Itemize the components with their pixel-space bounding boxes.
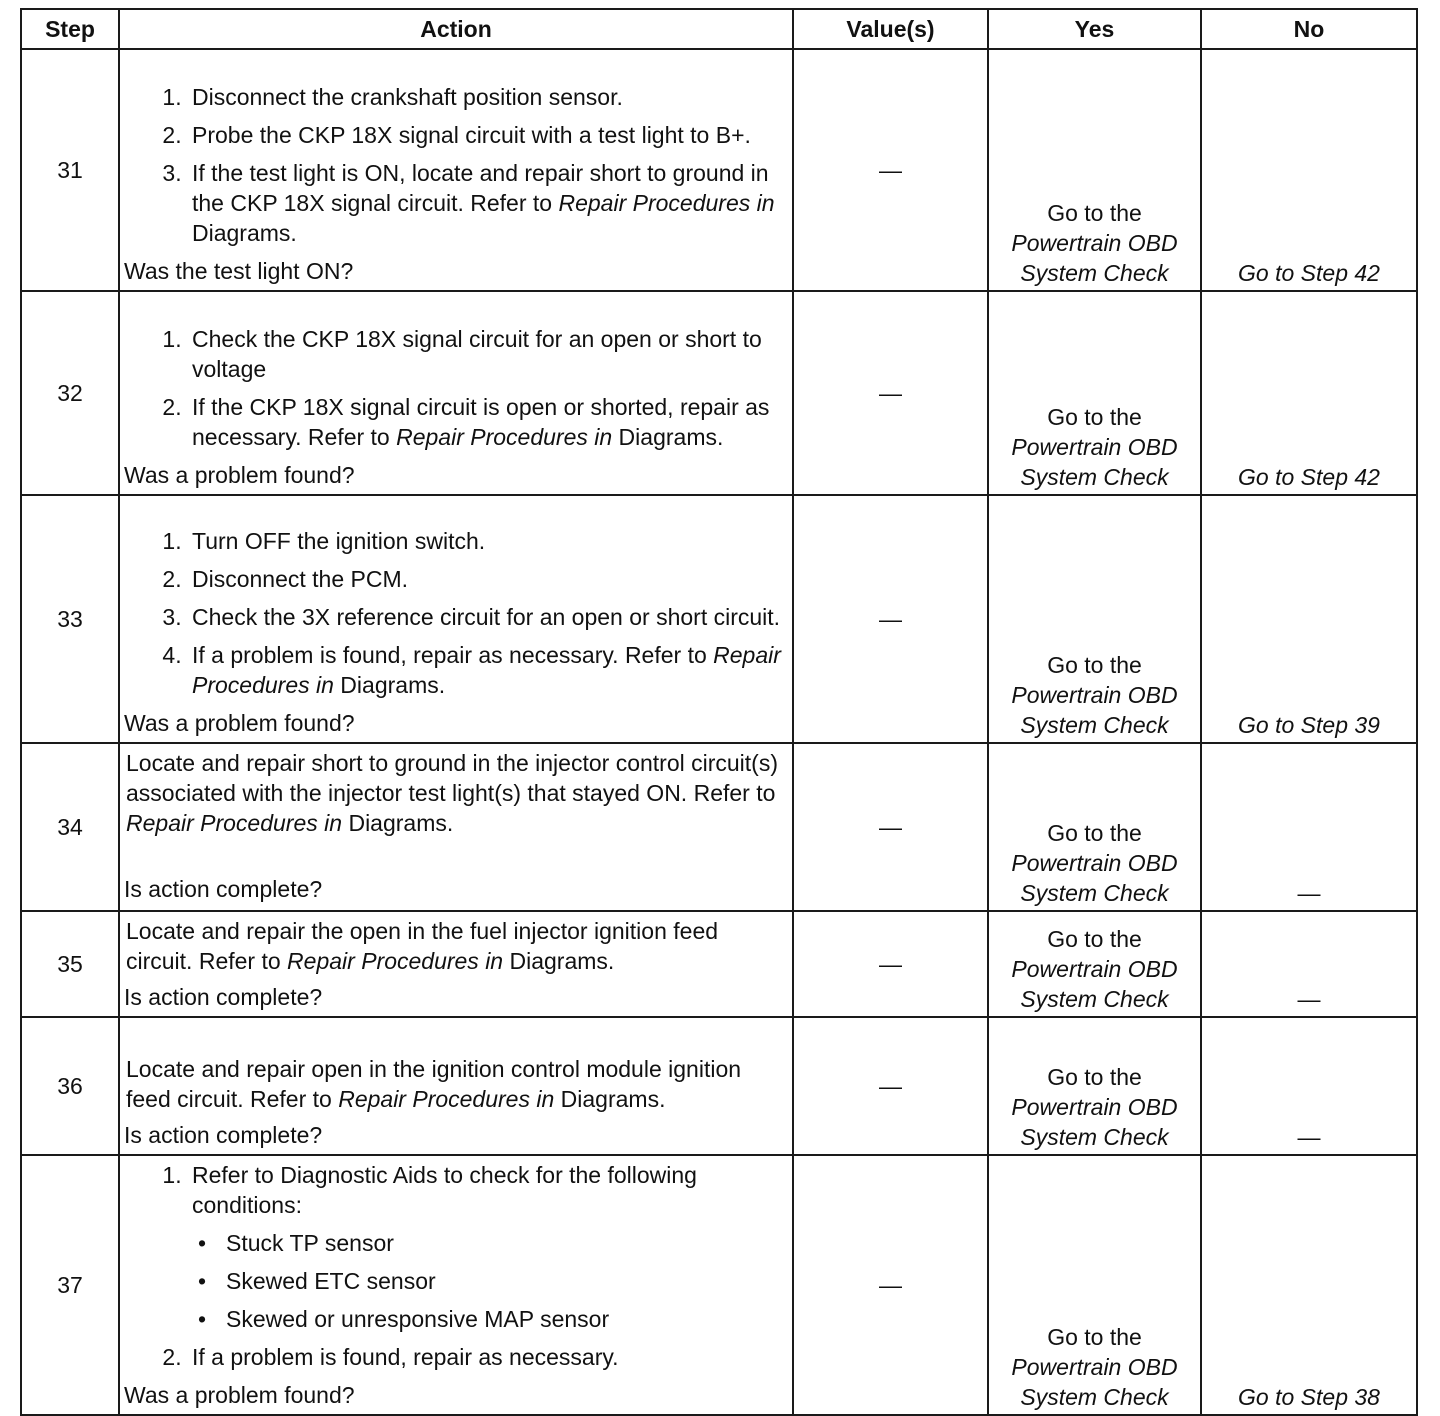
action-emphasis: Repair Procedures in <box>338 1086 555 1112</box>
yes-line: Go to the <box>1047 1064 1142 1090</box>
header-action: Action <box>119 9 793 49</box>
step-number: 33 <box>21 495 119 743</box>
table-row-step-36 <box>21 1017 1417 1155</box>
yes-link: System Check <box>1020 712 1169 738</box>
no-cell: Go to Step 38 <box>1201 1155 1417 1415</box>
action-paragraph <box>126 748 786 838</box>
step-number: 37 <box>21 1155 119 1415</box>
table-row-step-34 <box>21 743 1417 911</box>
action-text: Diagrams. <box>342 810 454 836</box>
table-row-step-31 <box>21 49 1417 291</box>
action-cell <box>119 495 793 743</box>
action-emphasis: Repair Procedures in <box>558 190 775 216</box>
action-paragraph <box>126 916 786 976</box>
action-steps <box>126 526 786 700</box>
yes-line: Go to the <box>1047 404 1142 430</box>
action-item: 1. Turn OFF the ignition switch. <box>188 526 786 556</box>
action-item: 1. Disconnect the crankshaft position sensor. <box>188 82 786 112</box>
action-emphasis: Repair Procedures in <box>396 424 613 450</box>
action-cell <box>119 743 793 911</box>
yes-cell <box>988 1017 1201 1155</box>
yes-cell <box>988 291 1201 495</box>
step-number: 32 <box>21 291 119 495</box>
action-question: Was a problem found? <box>124 462 355 488</box>
yes-line: Go to the <box>1047 200 1142 226</box>
action-question: Is action complete? <box>124 876 323 902</box>
table-row-step-33 <box>21 495 1417 743</box>
action-question: Was the test light ON? <box>124 258 354 284</box>
action-steps <box>126 82 786 248</box>
yes-cell <box>988 911 1201 1017</box>
action-question: Is action complete? <box>124 1122 323 1148</box>
value-cell: — <box>793 495 988 743</box>
action-text: Refer to Diagnostic Aids to check for the following conditions: <box>192 1162 697 1218</box>
action-item <box>188 1160 786 1334</box>
yes-link: Powertrain OBD <box>1011 850 1178 876</box>
yes-link: Powertrain OBD <box>1011 682 1178 708</box>
yes-link: System Check <box>1020 1124 1169 1150</box>
action-emphasis: Repair Procedures in <box>126 810 343 836</box>
action-text: Diagrams. <box>554 1086 666 1112</box>
action-cell <box>119 291 793 495</box>
action-emphasis: Repair Procedures in <box>192 642 781 698</box>
action-text: Locate and repair short to ground in the injector control circuit(s) associated with the injector test light(s) that stayed ON. Refer to <box>126 750 778 806</box>
action-item: 2. Disconnect the PCM. <box>188 564 786 594</box>
yes-link: Powertrain OBD <box>1011 1354 1178 1380</box>
no-cell: — <box>1201 1017 1417 1155</box>
yes-link: Powertrain OBD <box>1011 434 1178 460</box>
step-number: 35 <box>21 911 119 1017</box>
table-row-step-32 <box>21 291 1417 495</box>
step-number: 36 <box>21 1017 119 1155</box>
yes-cell <box>988 49 1201 291</box>
action-text: Locate and repair the open in the fuel injector ignition feed circuit. Refer to <box>126 918 719 974</box>
action-steps <box>126 1160 786 1372</box>
yes-cell <box>988 1155 1201 1415</box>
action-text: Diagrams. <box>333 672 446 698</box>
condition-item: • Skewed or unresponsive MAP sensor <box>226 1304 786 1334</box>
no-cell: — <box>1201 743 1417 911</box>
no-cell: Go to Step 42 <box>1201 49 1417 291</box>
value-cell: — <box>793 49 988 291</box>
yes-line: Go to the <box>1047 926 1142 952</box>
action-cell <box>119 1155 793 1415</box>
no-cell: Go to Step 42 <box>1201 291 1417 495</box>
step-number: 31 <box>21 49 119 291</box>
header-values: Value(s) <box>793 9 988 49</box>
yes-link: Powertrain OBD <box>1011 1094 1178 1120</box>
action-question: Was a problem found? <box>124 710 355 736</box>
no-cell: — <box>1201 911 1417 1017</box>
yes-link: System Check <box>1020 1384 1169 1410</box>
condition-item: • Skewed ETC sensor <box>226 1266 786 1296</box>
action-steps <box>126 324 786 452</box>
condition-list <box>192 1228 786 1334</box>
yes-line: Go to the <box>1047 1324 1142 1350</box>
condition-item: • Stuck TP sensor <box>226 1228 786 1258</box>
action-question: Is action complete? <box>124 984 323 1010</box>
value-cell: — <box>793 1017 988 1155</box>
action-question: Was a problem found? <box>124 1382 355 1408</box>
action-item: 3. Check the 3X reference circuit for an open or short circuit. <box>188 602 786 632</box>
diagnostic-table <box>20 8 1418 1416</box>
no-cell: Go to Step 39 <box>1201 495 1417 743</box>
header-no: No <box>1201 9 1417 49</box>
action-cell <box>119 911 793 1017</box>
action-emphasis: Repair Procedures in <box>287 948 504 974</box>
action-text: Diagrams. <box>503 948 615 974</box>
action-text: Locate and repair open in the ignition control module ignition feed circuit. Refer to <box>126 1056 742 1112</box>
action-cell <box>119 49 793 291</box>
yes-link: System Check <box>1020 464 1169 490</box>
action-text: Diagrams. <box>192 220 297 246</box>
yes-cell <box>988 495 1201 743</box>
action-text: If the CKP 18X signal circuit is open or shorted, repair as necessary. Refer to <box>192 394 770 450</box>
spacer <box>126 838 786 874</box>
yes-link: Powertrain OBD <box>1011 956 1178 982</box>
action-item <box>188 392 786 452</box>
action-text: If the test light is ON, locate and repair short to ground in the CKP 18X signal circuit. Refer to <box>192 160 769 216</box>
action-item: 2. If a problem is found, repair as necessary. <box>188 1342 786 1372</box>
step-number: 34 <box>21 743 119 911</box>
yes-link: System Check <box>1020 260 1169 286</box>
action-text: If a problem is found, repair as necessary. Refer to <box>192 642 714 668</box>
action-item <box>188 158 786 248</box>
yes-link: System Check <box>1020 880 1169 906</box>
action-item <box>188 640 786 700</box>
header-step: Step <box>21 9 119 49</box>
action-item: 1. Check the CKP 18X signal circuit for an open or short to voltage <box>188 324 786 384</box>
yes-line: Go to the <box>1047 652 1142 678</box>
action-cell <box>119 1017 793 1155</box>
action-text: Diagrams. <box>612 424 724 450</box>
action-paragraph <box>126 1054 786 1114</box>
header-row <box>21 9 1417 49</box>
header-yes: Yes <box>988 9 1201 49</box>
table-row-step-35 <box>21 911 1417 1017</box>
yes-link: Powertrain OBD <box>1011 230 1178 256</box>
value-cell: — <box>793 911 988 1017</box>
value-cell: — <box>793 743 988 911</box>
value-cell: — <box>793 291 988 495</box>
table-row-step-37 <box>21 1155 1417 1415</box>
yes-cell <box>988 743 1201 911</box>
yes-line: Go to the <box>1047 820 1142 846</box>
action-item: 2. Probe the CKP 18X signal circuit with a test light to B+. <box>188 120 786 150</box>
value-cell: — <box>793 1155 988 1415</box>
yes-link: System Check <box>1020 986 1169 1012</box>
